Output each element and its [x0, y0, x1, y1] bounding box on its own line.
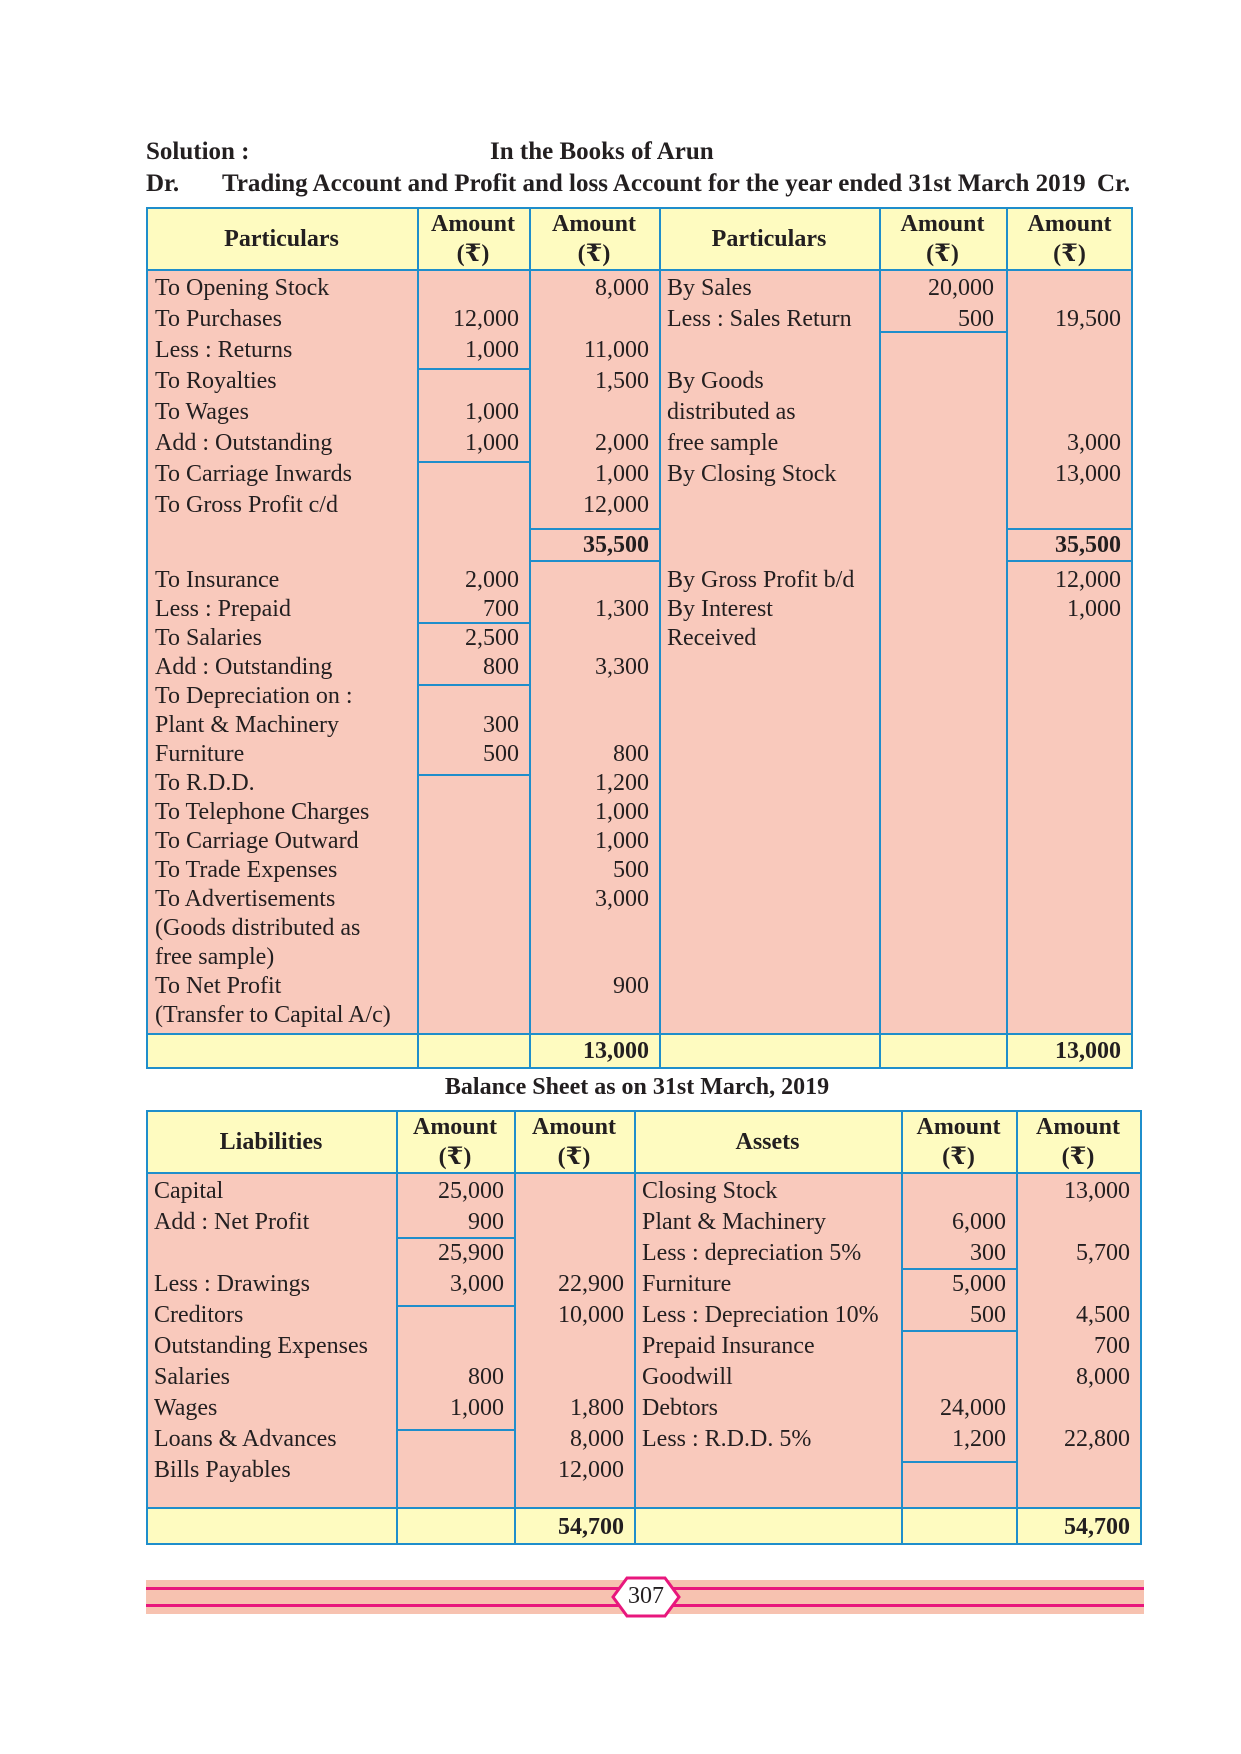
ledger-amount: 8,000 [595, 275, 649, 301]
ledger-amount: 12,000 [453, 306, 519, 332]
ledger-amount: 20,000 [928, 275, 994, 301]
col-amount-inner-dr: Amount [430, 211, 515, 237]
ledger-amount: 12,000 [583, 492, 649, 518]
trading-total-cr: 35,500 [1055, 532, 1121, 558]
liability-label: Loans & Advances [154, 1426, 337, 1452]
col-liabilities: Liabilities [219, 1129, 323, 1155]
col-amount-outer-asset: Amount [1035, 1114, 1120, 1140]
ledger-label: To Advertisements [155, 886, 336, 912]
asset-amount: 13,000 [1064, 1178, 1130, 1204]
solution-label: Solution : [146, 138, 250, 165]
asset-amount: 4,500 [1076, 1302, 1130, 1328]
ledger-label: By Sales [667, 275, 752, 301]
ledger-amount: 3,300 [595, 654, 649, 680]
col-amount-inner-cr: Amount [900, 211, 985, 237]
liability-label: Less : Drawings [154, 1271, 310, 1297]
asset-label: Furniture [642, 1271, 732, 1297]
asset-amount: 22,800 [1064, 1426, 1130, 1452]
ledger-amount: 900 [613, 973, 649, 999]
ledger-label: To Purchases [155, 306, 282, 332]
ledger-label: Plant & Machinery [155, 712, 339, 738]
liability-amount: 10,000 [558, 1302, 624, 1328]
col-rupee-outer-cr: (₹) [1053, 241, 1086, 267]
col-particulars-cr: Particulars [711, 226, 827, 252]
trading-pl-table [146, 207, 1133, 1069]
ledger-amount: 1,000 [1067, 596, 1121, 622]
balance-sheet-title: Balance Sheet as on 31st March, 2019 [444, 1074, 830, 1100]
ledger-label: By Closing Stock [667, 461, 837, 487]
asset-amount: 1,200 [952, 1426, 1006, 1452]
asset-label: Prepaid Insurance [642, 1333, 815, 1359]
trading-total-dr: 35,500 [583, 532, 649, 558]
asset-label: Less : Depreciation 10% [642, 1302, 879, 1328]
col-rupee-outer-dr: (₹) [577, 241, 611, 267]
asset-amount: 5,700 [1076, 1240, 1130, 1266]
asset-amount: 8,000 [1076, 1364, 1130, 1390]
liability-amount: 12,000 [558, 1457, 624, 1483]
col-rupee-inner-cr: (₹) [926, 241, 959, 267]
asset-amount: 500 [970, 1302, 1006, 1328]
liability-label: Bills Payables [154, 1457, 291, 1483]
liability-amount: 25,900 [438, 1240, 504, 1266]
ledger-label: By Gross Profit b/d [667, 567, 855, 593]
col-rupee-outer-liab: (₹) [557, 1144, 591, 1170]
ledger-amount: 1,500 [595, 368, 649, 394]
ledger-label: To Telephone Charges [155, 799, 370, 825]
ledger-amount: 12,000 [1055, 567, 1121, 593]
ledger-label: To Carriage Inwards [155, 461, 352, 487]
ledger-label: Received [667, 625, 757, 651]
pl-total-dr: 13,000 [583, 1038, 649, 1064]
ledger-amount: 500 [613, 857, 649, 883]
liability-amount: 1,000 [450, 1395, 504, 1421]
balance-sheet-table [146, 1110, 1142, 1545]
ledger-label: To Depreciation on : [155, 683, 353, 709]
liability-amount: 1,800 [570, 1395, 624, 1421]
ledger-amount: 300 [483, 712, 519, 738]
ledger-amount: 3,000 [1067, 430, 1121, 456]
asset-label: Goodwill [642, 1364, 733, 1390]
ledger-label: free sample) [155, 944, 275, 970]
asset-label: Less : depreciation 5% [642, 1240, 862, 1266]
ledger-label: To Trade Expenses [155, 857, 338, 883]
ledger-label: Furniture [155, 741, 245, 767]
asset-label: Debtors [642, 1395, 718, 1421]
col-amount-outer-liab: Amount [531, 1114, 616, 1140]
col-rupee-inner-dr: (₹) [456, 241, 490, 267]
ledger-label: To Wages [155, 399, 249, 425]
cr-label: Cr. [1097, 170, 1131, 197]
liability-amount: 25,000 [438, 1178, 504, 1204]
col-amount-inner-liab: Amount [412, 1114, 497, 1140]
liability-amount: 22,900 [558, 1271, 624, 1297]
liability-label: Creditors [154, 1302, 244, 1328]
ledger-label: (Transfer to Capital A/c) [155, 1002, 391, 1028]
col-assets: Assets [735, 1129, 800, 1155]
col-amount-inner-asset: Amount [916, 1114, 1001, 1140]
ledger-amount: 800 [483, 654, 519, 680]
ledger-amount: 13,000 [1055, 461, 1121, 487]
ledger-label: Less : Returns [155, 337, 293, 363]
ledger-label: To R.D.D. [155, 770, 255, 796]
col-amount-outer-cr: Amount [1027, 211, 1112, 237]
col-particulars-dr: Particulars [224, 226, 339, 252]
ledger-label: To Royalties [155, 368, 277, 394]
ledger-label: To Insurance [155, 567, 280, 593]
total-liabilities: 54,700 [558, 1514, 624, 1540]
liability-label: Capital [154, 1178, 224, 1204]
page-number: 307 [628, 1583, 664, 1609]
ledger-amount: 3,000 [595, 886, 649, 912]
ledger-label: By Goods [667, 368, 764, 394]
ledger-amount: 500 [483, 741, 519, 767]
pl-total-cr: 13,000 [1055, 1038, 1121, 1064]
ledger-label: Add : Outstanding [155, 654, 333, 680]
ledger-label: Less : Sales Return [667, 306, 852, 332]
ledger-label: distributed as [667, 399, 796, 425]
ledger-amount: 1,300 [595, 596, 649, 622]
ledger-label: Less : Prepaid [155, 596, 291, 622]
asset-label: Closing Stock [642, 1178, 778, 1204]
asset-amount: 700 [1094, 1333, 1130, 1359]
ledger-label: Add : Outstanding [155, 430, 333, 456]
liability-amount: 900 [468, 1209, 504, 1235]
ledger-amount: 19,500 [1055, 306, 1121, 332]
ledger-amount: 2,000 [595, 430, 649, 456]
ledger-label: To Net Profit [155, 973, 282, 999]
ledger-label: To Carriage Outward [155, 828, 359, 854]
col-rupee-outer-asset: (₹) [1061, 1144, 1095, 1170]
ledger-label: free sample [667, 430, 779, 456]
ledger-amount: 1,000 [465, 430, 519, 456]
asset-amount: 6,000 [952, 1209, 1006, 1235]
liability-amount: 8,000 [570, 1426, 624, 1452]
ledger-label: To Opening Stock [155, 275, 330, 301]
asset-amount: 24,000 [940, 1395, 1006, 1421]
asset-amount: 300 [970, 1240, 1006, 1266]
books-title: In the Books of Arun [490, 138, 714, 165]
col-amount-outer-dr: Amount [551, 211, 636, 237]
col-rupee-inner-liab: (₹) [438, 1144, 472, 1170]
liability-label: Salaries [154, 1364, 230, 1390]
ledger-amount: 2,500 [465, 625, 519, 651]
ledger-label: To Gross Profit c/d [155, 492, 338, 518]
liability-label: Wages [154, 1395, 218, 1421]
ledger-label: By Interest [667, 596, 773, 622]
ledger-amount: 1,200 [595, 770, 649, 796]
ledger-amount: 1,000 [465, 399, 519, 425]
liability-amount: 3,000 [450, 1271, 504, 1297]
liability-label: Add : Net Profit [154, 1209, 310, 1235]
ledger-amount: 1,000 [595, 828, 649, 854]
ledger-amount: 2,000 [465, 567, 519, 593]
ledger-amount: 1,000 [595, 799, 649, 825]
ledger-amount: 1,000 [595, 461, 649, 487]
col-rupee-inner-asset: (₹) [942, 1144, 975, 1170]
liability-label: Outstanding Expenses [154, 1333, 368, 1359]
ledger-amount: 11,000 [583, 337, 649, 363]
total-assets: 54,700 [1064, 1514, 1130, 1540]
liability-amount: 800 [468, 1364, 504, 1390]
ledger-amount: 700 [483, 596, 519, 622]
account-title: Trading Account and Profit and loss Account for the year ended 31st March 2019 [222, 170, 1086, 197]
ledger-amount: 1,000 [465, 337, 519, 363]
ledger-label: To Salaries [155, 625, 262, 651]
asset-label: Less : R.D.D. 5% [642, 1426, 812, 1452]
ledger-amount: 500 [958, 306, 994, 332]
ledger-amount: 800 [613, 741, 649, 767]
dr-label: Dr. [146, 170, 180, 197]
asset-amount: 5,000 [952, 1271, 1006, 1297]
ledger-label: (Goods distributed as [155, 915, 361, 941]
asset-label: Plant & Machinery [642, 1209, 826, 1235]
